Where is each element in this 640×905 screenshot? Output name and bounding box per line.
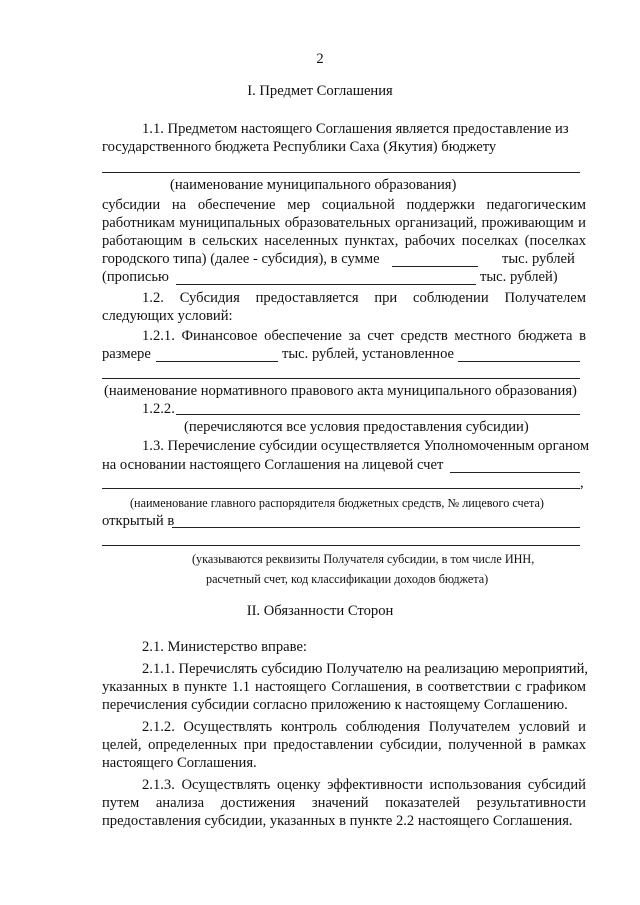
established-blank-line	[458, 361, 580, 362]
requisites-blank-line	[102, 545, 580, 546]
paragraph-1-1-line-1: 1.1. Предметом настоящего Соглашения является предоставление из	[142, 121, 569, 137]
paragraph-1-2-line-1: 1.2. Субсидия предоставляется при соблюдении Получателем	[142, 290, 586, 306]
subsidy-line-4: городского типа) (далее - субсидия), в сумме	[102, 251, 380, 267]
paragraph-2-1-3-line-1: 2.1.3. Осуществлять оценку эффективности использования субсидий	[142, 777, 586, 793]
paragraph-2-1-2-line-3: настоящего Соглашения.	[102, 755, 257, 771]
distributor-blank-line	[102, 488, 580, 489]
local-budget-amount-blank-line	[156, 361, 278, 362]
subsidy-line-2: работникам муниципальных образовательных организаций, проживающим и	[102, 215, 586, 231]
page-number: 2	[316, 51, 324, 67]
in-words-unit: тыс. рублей)	[480, 269, 558, 285]
paragraph-1-2-1-size-label: размере	[102, 346, 151, 362]
paragraph-1-2-1-line-1: 1.2.1. Финансовое обеспечение за счет средств местного бюджета в	[142, 328, 586, 344]
amount-unit: тыс. рублей	[502, 251, 575, 267]
subsidy-line-1: субсидии на обеспечение мер социальной поддержки педагогическим	[102, 197, 586, 213]
paragraph-1-2-2-label: 1.2.2.	[142, 401, 175, 417]
account-blank-line	[450, 472, 580, 473]
paragraph-1-2-1-established: тыс. рублей, установленное	[282, 346, 455, 362]
paragraph-2-1-1-line-3: перечисления субсидии согласно приложению к настоящему Соглашению.	[102, 697, 568, 713]
conditions-caption: (перечисляются все условия предоставления субсидии)	[184, 419, 529, 435]
paragraph-1-2-line-2: следующих условий:	[102, 308, 233, 324]
subsidy-line-3: работающим в сельских населенных пунктах, рабочих поселках (поселках	[102, 233, 586, 249]
act-caption: (наименование нормативного правового акта муниципального образования)	[104, 383, 577, 399]
paragraph-2-1: 2.1. Министерство вправе:	[142, 639, 307, 655]
paragraph-2-1-2-line-1: 2.1.2. Осуществлять контроль соблюдения Получателем условий и	[142, 719, 586, 735]
paragraph-2-1-1-line-2: указанных в пункте 1.1 настоящего Соглашения, в соответствии с графиком	[102, 679, 586, 695]
opened-in-label: открытый в	[102, 513, 175, 529]
municipality-blank-line	[102, 172, 580, 173]
requisites-caption-line-2: расчетный счет, код классификации доходов бюджета)	[206, 572, 489, 586]
in-words-blank-line	[176, 284, 476, 285]
paragraph-1-3-line-2: на основании настоящего Соглашения на лицевой счет	[102, 457, 444, 473]
paragraph-2-1-3-line-3: предоставления субсидии, указанных в пункте 2.2 настоящего Соглашения.	[102, 813, 573, 829]
amount-blank-line	[392, 266, 478, 267]
in-words-label: (прописью	[102, 269, 169, 285]
municipality-caption: (наименование муниципального образования)	[170, 177, 457, 193]
paragraph-1-3-line-1: 1.3. Перечисление субсидии осуществляется Уполномоченным органом	[142, 438, 590, 454]
paragraph-1-1-line-2: государственного бюджета Республики Саха (Якутия) бюджету	[102, 139, 497, 155]
conditions-blank-line	[176, 414, 580, 415]
distributor-caption: (наименование главного распорядителя бюджетных средств, № лицевого счета)	[130, 496, 544, 510]
opened-in-blank-line	[172, 527, 580, 528]
section-1-title: I. Предмет Соглашения	[247, 83, 393, 99]
requisites-caption-line-1: (указываются реквизиты Получателя субсидии, в том числе ИНН,	[192, 552, 535, 566]
section-2-title: II. Обязанности Сторон	[246, 603, 394, 619]
act-blank-line	[102, 378, 580, 379]
paragraph-2-1-1-line-1: 2.1.1. Перечислять субсидию Получателю на реализацию мероприятий,	[142, 661, 589, 677]
distributor-comma: ,	[580, 475, 584, 491]
paragraph-2-1-3-line-2: путем анализа достижения значений показателей результативности	[102, 795, 586, 811]
paragraph-2-1-2-line-2: целей, определенных при предоставлении субсидии, полученной в рамках	[102, 737, 586, 753]
